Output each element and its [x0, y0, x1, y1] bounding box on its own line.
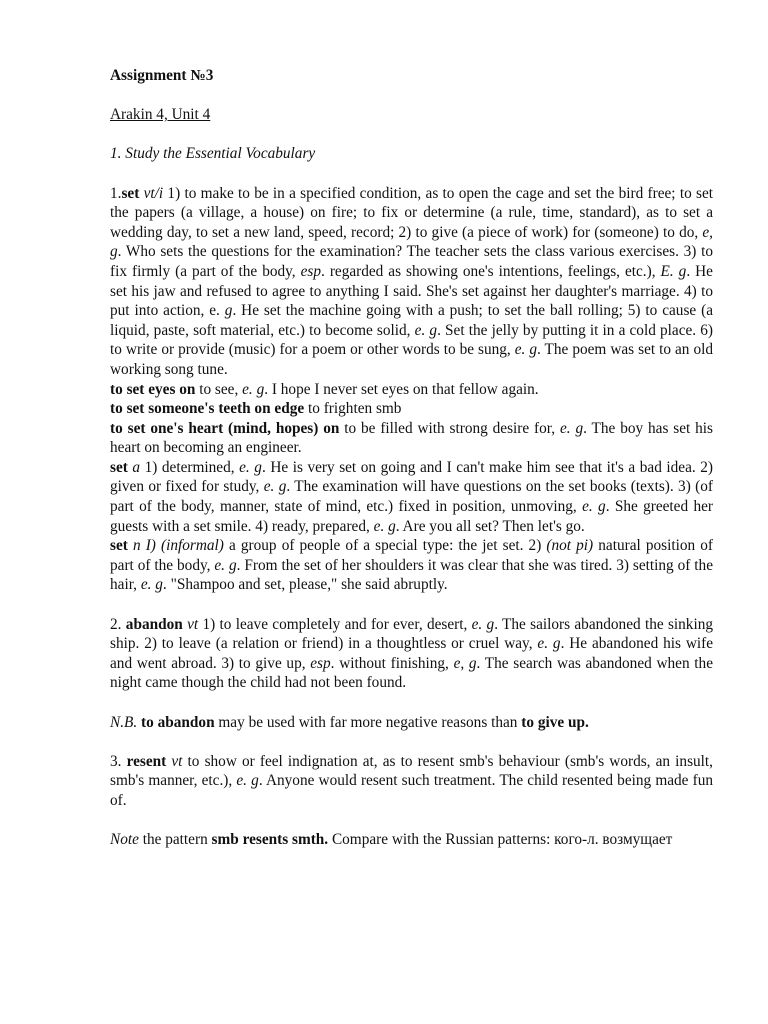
entry-abandon: 2. abandon vt 1) to leave completely and for ever, desert, e. g. The sailors abandoned the sinking ship. 2) to leave (a relation or friend) in a thoughtless or cruel way, e. g. He abandoned his wife and went abroad. 3) to give up, esp. without finishing, e, g. The search was abandoned when the night came though the child had not been found. — [110, 615, 714, 692]
pattern-note: Note the pattern smb resents smth. Compare with the Russian patterns: кого-л. возмущает — [110, 831, 673, 849]
entry-set — [110, 184, 713, 595]
entry-resent: 3. resent vt to show or feel indignation at, as to resent smb's behaviour (smb's words, an insult, smb's manner, etc.), e. g. Anyone would resent such treatment. The child resented being made fun of. — [110, 752, 714, 809]
entry-set-adjective: set a 1) determined, e. g. He is very set on going and I can't make him see that it's a bad idea. 2) given or fixed for study, e. g. The examination will have questions on the set books (texts). 3) (of part of the body, manner, state of mind, etc.) fixed in position, unmoving, e. g. She greeted her guests with a set smile. 4) ready, prepared, e. g. Are you all set? Then let's go. — [110, 458, 714, 535]
task-heading: 1. Study the Essential Vocabulary — [110, 145, 316, 163]
phrase-set-teeth-on-edge: to set someone's teeth on edge to frighten smb — [110, 400, 402, 418]
assignment-title: Assignment №3 — [110, 67, 214, 84]
source-reference: Arakin 4, Unit 4 — [110, 106, 211, 124]
phrase-set-eyes-on: to set eyes on to see, e. g. I hope I never set eyes on that fellow again. — [110, 380, 539, 398]
entry-set-verb: 1.set vt/i 1) to make to be in a specified condition, as to open the cage and set the bird free; to set the papers (a village, a house) on fire; to fix or determine (a rule, time, standard), as to set a wedding day, to set a new land, speed, record; 2) to give (a piece of work) for (someone) to do, e, g. Who sets the questions for the examination? The teacher sets the class various exercises. 3) to fix firmly (a part of the body, esp. regarded as showing one's intentions, feelings, etc.), E. g. He set his jaw and refused to agree to anything I said. She's set against her daughter's marriage. 4) to put into action, e. g. He set the machine going with a push; to set the ball rolling; 5) to cause (a liquid, paste, soft material, etc.) to become solid, e. g. Set the jelly by putting it in a cold place. 6) to write or provide (music) for a poem or other words to be sung, e. g. The poem was set to an old working song tune. — [110, 184, 713, 378]
phrase-set-heart-on: to set one's heart (mind, hopes) on to be filled with strong desire for, e. g. The boy has set his heart on becoming an engineer. — [110, 419, 713, 457]
document-body — [110, 66, 713, 850]
entry-set-noun: set n I) (informal) a group of people of a special type: the jet set. 2) (not pi) natural position of part of the body, e. g. From the set of her shoulders it was clear that she was tired. 3) setting of the hair, e. g. "Shampoo and set, please," she said abruptly. — [110, 537, 713, 594]
nb-note: N.B. to abandon may be used with far more negative reasons than to give up. — [110, 713, 589, 731]
